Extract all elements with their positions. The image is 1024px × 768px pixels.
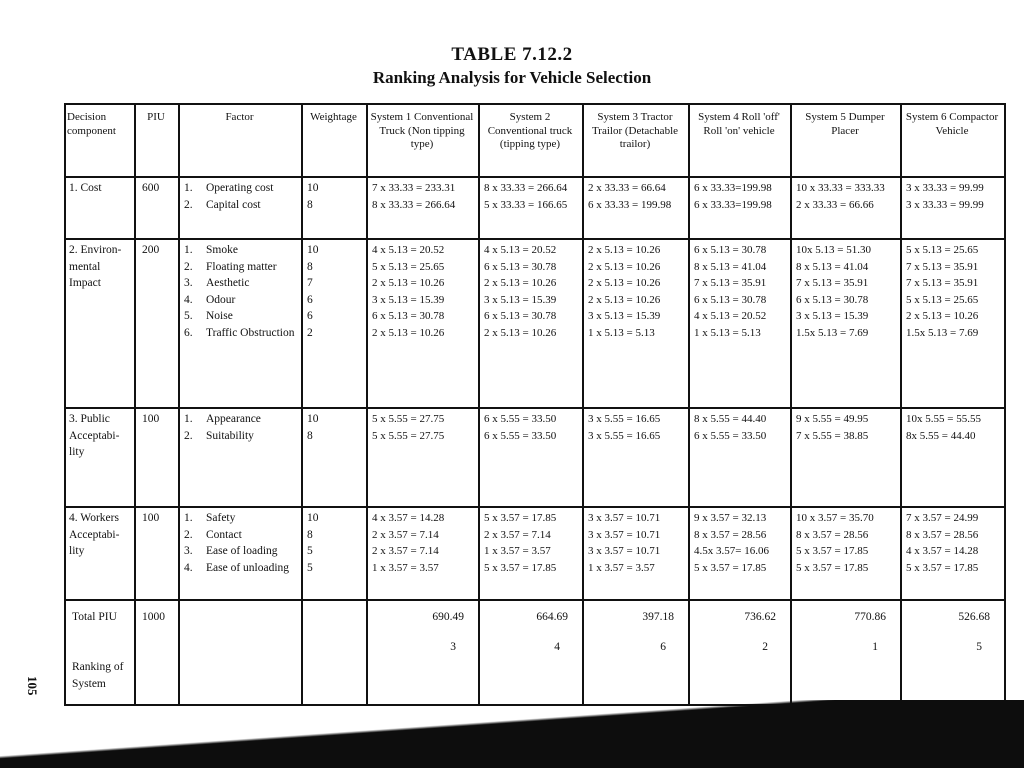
score-cell: 1 x 3.57 = 3.57 <box>484 545 551 558</box>
piu-value: 100 <box>142 512 160 524</box>
factor-name: Traffic Obstruction <box>206 327 295 339</box>
score-cell: 2 x 5.13 = 10.26 <box>588 277 661 290</box>
factor-label <box>184 428 302 445</box>
score-cell: 4 x 5.13 = 20.52 <box>372 244 445 256</box>
factor-name: Operating cost <box>206 182 274 194</box>
score-cell: 2 x 5.13 = 10.26 <box>484 277 557 290</box>
score-cell: 8 x 5.55 = 44.40 <box>694 413 767 425</box>
factor-number: 2. <box>184 198 193 211</box>
score-cell: 7 x 5.13 = 35.91 <box>906 277 979 290</box>
weightage-value: 8 <box>307 260 313 273</box>
table-title: TABLE 7.12.2 <box>451 44 573 65</box>
factor-number: 4. <box>184 561 193 574</box>
page-number: 105 <box>25 676 40 696</box>
factor-name: Aesthetic <box>206 277 250 290</box>
factor-label <box>184 543 302 560</box>
weightage-value: 10 <box>307 512 319 524</box>
decision-component-label: 1. Cost <box>69 182 102 194</box>
score-cell: 6 x 5.13 = 30.78 <box>694 293 767 306</box>
score-cell: 6 x 33.33=199.98 <box>694 198 772 211</box>
score-cell: 5 x 5.13 = 25.65 <box>906 293 979 306</box>
header-weightage: Weightage <box>310 111 357 123</box>
factor-number: 5. <box>184 310 193 323</box>
weightage-value: 5 <box>307 561 313 574</box>
score-cell: 6 x 5.13 = 30.78 <box>694 244 767 256</box>
total-label: Total PIU <box>72 611 117 623</box>
score-cell: 1.5x 5.13 = 7.69 <box>796 327 869 339</box>
total-score: 736.62 <box>744 611 776 623</box>
factor-name: Smoke <box>206 244 238 256</box>
score-cell: 6 x 5.55 = 33.50 <box>694 429 767 442</box>
total-score: 664.69 <box>536 611 568 623</box>
factor-name: Capital cost <box>206 198 261 211</box>
score-cell: 2 x 5.13 = 10.26 <box>588 260 661 273</box>
factor-name: Contact <box>206 528 242 541</box>
score-cell: 5 x 5.13 = 25.65 <box>372 260 445 273</box>
score-cell: 3 x 5.55 = 16.65 <box>588 413 661 425</box>
score-cell: 3 x 5.13 = 15.39 <box>588 310 661 323</box>
factor-name: Safety <box>206 512 236 524</box>
score-cell: 3 x 3.57 = 10.71 <box>588 545 661 558</box>
factor-number: 3. <box>184 545 193 558</box>
factor-label <box>184 411 302 428</box>
table-row-border <box>64 176 1004 178</box>
score-cell: 7 x 33.33 = 233.31 <box>372 182 456 194</box>
score-cell: 7 x 5.55 = 38.85 <box>796 429 869 442</box>
weightage-value: 6 <box>307 293 313 306</box>
decision-component-label: 4. Workers Acceptabi- lity <box>69 512 120 558</box>
score-cell: 6 x 5.55 = 33.50 <box>484 413 557 425</box>
score-cell: 5 x 5.55 = 27.75 <box>372 429 445 442</box>
factor-name: Suitability <box>206 429 254 442</box>
score-cell: 5 x 5.13 = 25.65 <box>906 244 979 256</box>
table-column-border <box>178 103 180 704</box>
weightage-value: 2 <box>307 327 313 339</box>
factor-label <box>184 308 302 325</box>
weightage-value: 8 <box>307 429 313 442</box>
score-cell: 2 x 5.13 = 10.26 <box>588 293 661 306</box>
score-cell: 5 x 3.57 = 17.85 <box>484 512 557 524</box>
score-cell: 3 x 5.13 = 15.39 <box>372 293 445 306</box>
score-cell: 10x 5.55 = 55.55 <box>906 413 981 425</box>
score-cell: 2 x 3.57 = 7.14 <box>484 528 551 541</box>
ranking-table <box>64 103 1004 704</box>
factor-label <box>184 275 302 292</box>
score-cell: 3 x 5.13 = 15.39 <box>796 310 869 323</box>
factor-label <box>184 510 302 527</box>
factor-number: 1. <box>184 413 193 425</box>
header-system: System 3 Tractor Trailor (Detachable trailor) <box>591 111 679 150</box>
table-column-border <box>134 103 136 704</box>
factor-label <box>184 560 302 577</box>
score-cell: 3 x 5.13 = 15.39 <box>484 293 557 306</box>
header-decision-component: Decision component <box>67 111 116 137</box>
score-cell: 2 x 3.57 = 7.14 <box>372 545 439 558</box>
score-cell: 5 x 5.55 = 27.75 <box>372 413 445 425</box>
score-cell: 2 x 5.13 = 10.26 <box>906 310 979 323</box>
header-system: System 1 Conventional Truck (Non tipping type) <box>370 111 474 150</box>
factor-number: 1. <box>184 244 193 256</box>
score-cell: 2 x 5.13 = 10.26 <box>372 277 445 290</box>
score-cell: 1 x 3.57 = 3.57 <box>588 561 655 574</box>
score-cell: 3 x 3.57 = 10.71 <box>588 512 661 524</box>
factor-number: 2. <box>184 528 193 541</box>
factor-name: Ease of unloading <box>206 561 290 574</box>
factor-name: Ease of loading <box>206 545 278 558</box>
score-cell: 1 x 3.57 = 3.57 <box>372 561 439 574</box>
weightage-value: 7 <box>307 277 313 290</box>
piu-value: 600 <box>142 182 160 194</box>
factor-number: 6. <box>184 327 193 339</box>
score-cell: 8 x 5.13 = 41.04 <box>694 260 767 273</box>
factor-label <box>184 259 302 276</box>
factor-name: Floating matter <box>206 260 277 273</box>
score-cell: 8 x 33.33 = 266.64 <box>372 198 456 211</box>
factor-number: 3. <box>184 277 193 290</box>
score-cell: 2 x 33.33 = 66.66 <box>796 198 874 211</box>
factor-label <box>184 527 302 544</box>
total-score: 690.49 <box>432 611 464 623</box>
score-cell: 2 x 3.57 = 7.14 <box>372 528 439 541</box>
score-cell: 8 x 3.57 = 28.56 <box>796 528 869 541</box>
header-piu: PIU <box>147 111 165 123</box>
factor-number: 1. <box>184 512 193 524</box>
weightage-value: 10 <box>307 182 319 194</box>
factor-name: Noise <box>206 310 233 323</box>
score-cell: 7 x 5.13 = 35.91 <box>796 277 869 290</box>
score-cell: 3 x 33.33 = 99.99 <box>906 182 984 194</box>
weightage-value: 6 <box>307 310 313 323</box>
score-cell: 6 x 5.55 = 33.50 <box>484 429 557 442</box>
score-cell: 6 x 5.13 = 30.78 <box>484 260 557 273</box>
score-cell: 4 x 5.13 = 20.52 <box>484 244 557 256</box>
factor-number: 2. <box>184 429 193 442</box>
score-cell: 9 x 5.55 = 49.95 <box>796 413 869 425</box>
header-system: System 5 Dumper Placer <box>805 111 885 137</box>
table-row-border <box>64 407 1004 409</box>
factor-label <box>184 180 302 197</box>
score-cell: 8 x 3.57 = 28.56 <box>906 528 979 541</box>
factor-number: 2. <box>184 260 193 273</box>
header-system: System 6 Compactor Vehicle <box>905 111 999 137</box>
score-cell: 6 x 33.33=199.98 <box>694 182 772 194</box>
ranking-value: 6 <box>660 641 666 653</box>
score-cell: 10 x 33.33 = 333.33 <box>796 182 885 194</box>
header-factor: Factor <box>225 111 254 123</box>
ranking-value: 4 <box>554 641 560 653</box>
ranking-value: 1 <box>872 641 878 653</box>
score-cell: 8x 5.55 = 44.40 <box>906 429 976 442</box>
factor-name: Odour <box>206 293 236 306</box>
scan-shadow <box>0 700 1024 768</box>
score-cell: 5 x 33.33 = 166.65 <box>484 198 568 211</box>
score-cell: 6 x 5.13 = 30.78 <box>796 293 869 306</box>
total-piu-value: 1000 <box>142 611 165 623</box>
table-row-border <box>64 238 1004 240</box>
score-cell: 2 x 5.13 = 10.26 <box>484 327 557 339</box>
factor-number: 1. <box>184 182 193 194</box>
ranking-value: 3 <box>450 641 456 653</box>
score-cell: 1 x 5.13 = 5.13 <box>588 327 655 339</box>
score-cell: 5 x 3.57 = 17.85 <box>694 561 767 574</box>
score-cell: 1.5x 5.13 = 7.69 <box>906 327 979 339</box>
weightage-value: 10 <box>307 413 319 425</box>
factor-label <box>184 242 302 259</box>
score-cell: 4 x 5.13 = 20.52 <box>694 310 767 323</box>
ranking-value: 2 <box>762 641 768 653</box>
score-cell: 6 x 5.13 = 30.78 <box>372 310 445 323</box>
score-cell: 10 x 3.57 = 35.70 <box>796 512 874 524</box>
score-cell: 5 x 3.57 = 17.85 <box>484 561 557 574</box>
score-cell: 7 x 3.57 = 24.99 <box>906 512 979 524</box>
factor-number: 4. <box>184 293 193 306</box>
ranking-value: 5 <box>976 641 982 653</box>
score-cell: 3 x 3.57 = 10.71 <box>588 528 661 541</box>
score-cell: 4 x 3.57 = 14.28 <box>372 512 445 524</box>
score-cell: 2 x 5.13 = 10.26 <box>588 244 661 256</box>
factor-label <box>184 197 302 214</box>
score-cell: 8 x 3.57 = 28.56 <box>694 528 767 541</box>
table-subtitle: Ranking Analysis for Vehicle Selection <box>372 68 652 87</box>
score-cell: 8 x 5.13 = 41.04 <box>796 260 869 273</box>
score-cell: 7 x 5.13 = 35.91 <box>694 277 767 290</box>
score-cell: 5 x 3.57 = 17.85 <box>906 561 979 574</box>
piu-value: 200 <box>142 244 160 256</box>
score-cell: 10x 5.13 = 51.30 <box>796 244 871 256</box>
factor-name: Appearance <box>206 413 261 425</box>
score-cell: 8 x 33.33 = 266.64 <box>484 182 568 194</box>
factor-label <box>184 292 302 309</box>
score-cell: 1 x 5.13 = 5.13 <box>694 327 761 339</box>
score-cell: 4 x 3.57 = 14.28 <box>906 545 979 558</box>
score-cell: 6 x 5.13 = 30.78 <box>484 310 557 323</box>
total-score: 770.86 <box>854 611 886 623</box>
header-system: System 2 Conventional truck (tipping type) <box>487 111 573 150</box>
ranking-label: Ranking of System <box>72 661 124 690</box>
score-cell: 9 x 3.57 = 32.13 <box>694 512 767 524</box>
score-cell: 4.5x 3.57= 16.06 <box>694 545 769 558</box>
table-column-border <box>1004 103 1006 704</box>
weightage-value: 8 <box>307 528 313 541</box>
table-row-border <box>64 506 1004 508</box>
piu-value: 100 <box>142 413 160 425</box>
decision-component-label: 2. Environ- mental Impact <box>69 244 122 290</box>
factor-label <box>184 325 302 342</box>
decision-component-label: 3. Public Acceptabi- lity <box>69 413 120 459</box>
score-cell: 7 x 5.13 = 35.91 <box>906 260 979 273</box>
weightage-value: 5 <box>307 545 313 558</box>
table-row-border <box>64 599 1004 601</box>
score-cell: 3 x 33.33 = 99.99 <box>906 198 984 211</box>
score-cell: 3 x 5.55 = 16.65 <box>588 429 661 442</box>
score-cell: 2 x 5.13 = 10.26 <box>372 327 445 339</box>
total-score: 526.68 <box>958 611 990 623</box>
total-score: 397.18 <box>642 611 674 623</box>
weightage-value: 10 <box>307 244 319 256</box>
score-cell: 5 x 3.57 = 17.85 <box>796 561 869 574</box>
table-row-border <box>64 103 1004 105</box>
score-cell: 6 x 33.33 = 199.98 <box>588 198 672 211</box>
header-system: System 4 Roll 'off' Roll 'on' vehicle <box>698 111 780 137</box>
score-cell: 5 x 3.57 = 17.85 <box>796 545 869 558</box>
weightage-value: 8 <box>307 198 313 211</box>
table-column-border <box>64 103 66 704</box>
score-cell: 2 x 33.33 = 66.64 <box>588 182 666 194</box>
